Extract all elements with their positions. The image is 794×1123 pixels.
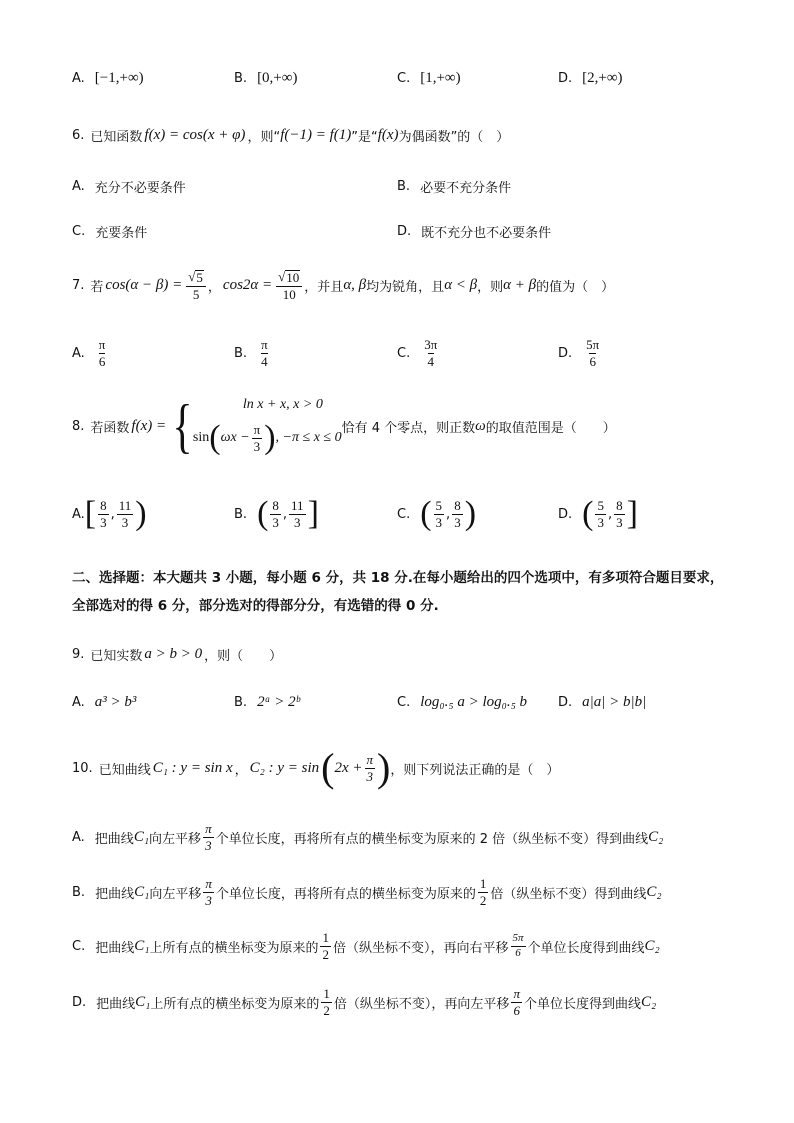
question-text: 已知曲线: [98, 762, 151, 778]
fraction: $\frac{8}{3}$: [272, 497, 279, 530]
option-label: B.: [234, 506, 248, 522]
condition: , −π ≤ x ≤ 0: [275, 430, 342, 445]
option-text: 个单位长度，再将所有点的横坐标变为原来的: [215, 886, 476, 902]
option-text: [−1,+∞): [94, 70, 144, 86]
q7-option-b[interactable]: [234, 338, 272, 368]
q8-option-a[interactable]: A. [ $\frac{8}{3}$ , $\frac{11}{3}$ ): [72, 495, 147, 532]
option-text: 倍（纵坐标不变），再向右平移: [332, 940, 509, 956]
option-text: a|a| > b|b|: [582, 694, 647, 710]
fraction: $\frac{\pi}{3}$: [205, 876, 212, 908]
option-text: 把曲线: [96, 996, 136, 1012]
option-label: C.: [72, 224, 86, 239]
question-text: 恰有 4 个零点，则正数: [341, 420, 476, 436]
q5-option-d[interactable]: [558, 70, 623, 87]
q6-option-a[interactable]: [72, 177, 186, 196]
option-label: B.: [234, 695, 248, 710]
question-text: 的值为（ ）: [536, 280, 615, 296]
radicand: 10: [286, 270, 300, 285]
bracket-right: ]: [307, 495, 319, 532]
bracket-right: ): [464, 495, 477, 532]
bracket-left: (: [582, 495, 594, 532]
option-fraction: $\frac{3\pi}{4}$: [424, 337, 438, 369]
fraction: $\frac{11}{3}$: [118, 497, 132, 530]
q7-option-d[interactable]: [558, 338, 603, 368]
question-8: [72, 393, 616, 459]
option-text: 充分不必要条件: [94, 181, 186, 196]
q8-option-c[interactable]: C. ( $\frac{5}{3}$ , $\frac{8}{3}$ ): [397, 495, 477, 532]
q6-option-d[interactable]: [397, 222, 551, 241]
formula: f(x): [377, 127, 399, 143]
question-number: 8.: [72, 418, 85, 434]
formula: α < β: [444, 277, 478, 294]
option-text: 把曲线: [95, 940, 135, 956]
curve-c2: C₂: [644, 937, 660, 954]
option-text: 倍（纵坐标不变）得到曲线: [490, 886, 647, 902]
question-text: 的取值范围是（ ）: [485, 420, 616, 436]
fraction: $\frac{8}{3}$: [100, 497, 107, 530]
fraction: $\frac{5\pi}{6}$: [512, 932, 524, 959]
option-text: 充要条件: [95, 226, 148, 241]
q6-option-b[interactable]: [397, 177, 511, 196]
case-2: [193, 421, 342, 455]
question-text: 已知实数: [90, 649, 143, 664]
option-label: D.: [558, 695, 573, 710]
q5-option-b[interactable]: [234, 70, 297, 87]
option-text: 2ᵃ > 2ᵇ: [257, 694, 300, 710]
question-number: 10.: [72, 760, 93, 776]
curve-c1: C₁: [133, 828, 150, 845]
question-text: ，: [234, 762, 248, 778]
denominator: 5: [192, 286, 200, 302]
option-label: B.: [397, 179, 411, 194]
question-text: 为偶函数”的（ ）: [398, 130, 510, 145]
fraction: √ 10 10: [276, 270, 302, 301]
option-label: A.: [72, 71, 85, 86]
question-text: ，并且: [304, 280, 344, 296]
q10-option-d[interactable]: [72, 987, 656, 1017]
fraction: $\frac{1}{2}$: [322, 930, 329, 962]
fraction: $\frac{\pi}{3}$: [253, 421, 261, 454]
curve-c1: C₁: [134, 883, 150, 900]
question-number: 9.: [72, 647, 85, 662]
paren-left: (: [321, 745, 335, 790]
formula: f(x) =: [131, 417, 167, 434]
question-10: [72, 745, 560, 790]
option-label: C.: [397, 695, 411, 710]
option-text: 倍（纵坐标不变），再向左平移: [333, 996, 510, 1012]
option-fraction: $\frac{\pi}{4}$: [261, 337, 268, 369]
question-text: ”是“: [351, 130, 378, 145]
question-text: ，则下列说法正确的是（ ）: [390, 762, 560, 778]
question-text: ，则: [477, 280, 504, 296]
q9-option-c[interactable]: [397, 694, 527, 711]
inner-expr: ωx −: [220, 430, 250, 445]
paren-right: ): [377, 745, 391, 790]
formula: f(x) = cos(x + φ): [144, 127, 246, 143]
bracket-right: ): [135, 495, 147, 532]
option-text: log₀.₅ a > log₀.₅ b: [420, 694, 528, 710]
piecewise-cases: [193, 397, 342, 455]
q7-option-a[interactable]: [72, 338, 109, 368]
fraction: $\frac{1}{2}$: [479, 876, 487, 908]
option-label: A.: [72, 695, 85, 710]
question-6: [72, 126, 509, 145]
question-9: [72, 645, 282, 664]
bracket-left: (: [257, 495, 269, 532]
curve-c2: C₂: [640, 993, 657, 1010]
q9-option-a[interactable]: [72, 694, 136, 711]
option-label: B.: [234, 71, 248, 86]
option-label: C.: [72, 938, 86, 954]
question-text: 均为锐角，且: [366, 280, 445, 296]
option-text: [1,+∞): [420, 70, 461, 86]
fraction: √ 5 5: [186, 270, 206, 301]
option-text: 上所有点的横坐标变为原来的: [149, 940, 319, 956]
option-label: C.: [397, 506, 411, 522]
curve-c1: C₁: [135, 993, 151, 1010]
option-label: C.: [397, 345, 411, 361]
fraction: $\frac{11}{3}$: [291, 497, 304, 530]
option-text: a³ > b³: [94, 694, 137, 710]
q6-option-c[interactable]: [72, 222, 147, 241]
q5-option-a[interactable]: [72, 70, 144, 87]
question-text: ，: [207, 280, 221, 296]
paren-right: ): [264, 419, 276, 456]
option-label: B.: [72, 884, 86, 900]
option-label: C.: [397, 71, 411, 86]
q10-option-b[interactable]: [72, 877, 662, 907]
formula: C₁ : y = sin x: [152, 759, 233, 776]
option-label: A.: [72, 179, 85, 194]
option-label: A.: [72, 506, 85, 522]
curve-c2: C₂: [646, 883, 662, 900]
formula: cos2α =: [222, 277, 273, 294]
bracket-left: (: [420, 495, 432, 532]
option-text: 必要不充分条件: [420, 181, 512, 196]
question-text: 已知函数: [90, 130, 143, 145]
option-text: [2,+∞): [582, 70, 623, 86]
option-fraction: $\frac{\pi}{6}$: [98, 337, 106, 369]
fraction: $\frac{5}{3}$: [597, 497, 604, 530]
left-brace: {: [172, 393, 193, 459]
fraction: $\frac{\pi}{3}$: [205, 821, 212, 853]
sin-text: sin: [192, 430, 210, 445]
q10-option-c[interactable]: [72, 931, 660, 961]
question-text: ，则“: [247, 130, 281, 145]
q8-option-b[interactable]: B. ( $\frac{8}{3}$ , $\frac{11}{3}$ ]: [234, 495, 319, 532]
denominator: 10: [282, 286, 296, 302]
fraction: $\frac{5}{3}$: [435, 497, 443, 530]
option-label: A.: [72, 829, 85, 845]
section-heading: 二、选择题：本大题共 3 小题，每小题 6 分，共 18 分.在每小题给出的四个选项中，有多项符合题目要求，全部选对的得 6 分，部分选对的得部分分，有选错的得 0 分.: [72, 570, 724, 614]
q10-option-a[interactable]: [72, 822, 663, 852]
radicand: 5: [196, 270, 203, 285]
formula: ω: [475, 417, 486, 434]
question-text: 若: [90, 280, 104, 296]
formula: cos(α − β) =: [105, 277, 183, 294]
fraction: $\frac{\pi}{3}$: [366, 751, 374, 784]
question-number: 7.: [72, 278, 85, 294]
option-text: 向左平移: [149, 886, 202, 902]
option-text: 既不充分也不必要条件: [421, 226, 552, 241]
question-7: [72, 270, 614, 301]
formula: α, β: [343, 277, 367, 294]
option-label: D.: [558, 506, 573, 522]
question-text: ，则（ ）: [204, 649, 283, 664]
q8-option-d[interactable]: D. ( $\frac{5}{3}$ , $\frac{8}{3}$ ]: [558, 495, 638, 532]
option-text: 把曲线: [94, 831, 134, 847]
option-text: 向左平移: [149, 831, 202, 847]
curve-c2: C₂: [648, 828, 664, 845]
formula: a > b > 0: [144, 646, 203, 662]
q9-option-d[interactable]: [558, 694, 646, 711]
question-number: 6.: [72, 128, 85, 143]
option-label: A.: [72, 345, 85, 361]
option-label: D.: [397, 224, 412, 239]
option-label: B.: [234, 345, 248, 361]
q5-option-c[interactable]: [397, 70, 461, 87]
bracket-right: ]: [626, 495, 638, 532]
option-fraction: $\frac{5\pi}{6}$: [586, 337, 600, 369]
question-text: 若函数: [90, 420, 130, 436]
fraction: $\frac{\pi}{6}$: [513, 986, 520, 1018]
curve-c1: C₁: [134, 937, 150, 954]
option-text: 上所有点的横坐标变为原来的: [150, 996, 320, 1012]
option-label: D.: [72, 994, 87, 1010]
formula: 2x +: [334, 759, 363, 776]
fraction: $\frac{8}{3}$: [454, 497, 461, 530]
q9-option-b[interactable]: [234, 694, 300, 711]
option-label: D.: [558, 71, 573, 86]
paren-left: (: [209, 419, 221, 456]
option-text: 个单位长度得到曲线: [527, 940, 645, 956]
option-text: 个单位长度，再将所有点的横坐标变为原来的 2 倍（纵坐标不变）得到曲线: [215, 831, 649, 847]
option-text: 把曲线: [95, 886, 135, 902]
bracket-left: [: [84, 495, 97, 532]
q7-option-c[interactable]: [397, 338, 441, 368]
fraction: $\frac{1}{2}$: [323, 986, 330, 1018]
option-label: D.: [558, 345, 573, 361]
option-text: [0,+∞): [257, 70, 298, 86]
formula: C₂ : y = sin: [249, 759, 320, 776]
fraction: $\frac{8}{3}$: [616, 497, 623, 530]
option-text: 个单位长度得到曲线: [523, 996, 641, 1012]
case-1: ln x + x, x > 0: [242, 397, 323, 412]
formula: α + β: [503, 277, 537, 294]
formula: f(−1) = f(1): [280, 127, 352, 143]
